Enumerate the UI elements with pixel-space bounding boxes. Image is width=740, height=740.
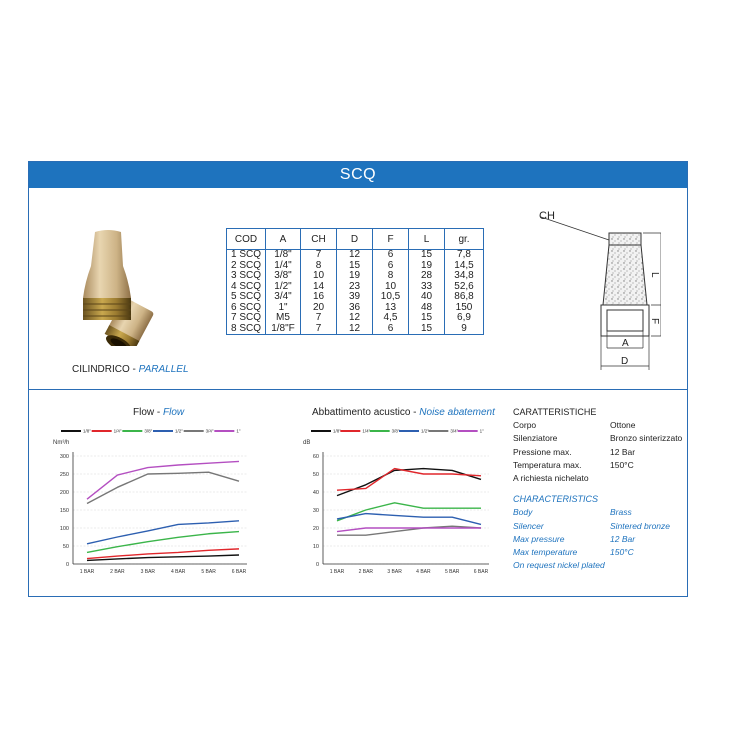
series-line [337,514,481,525]
y-axis-label: dB [303,440,311,446]
table-cell: 12 [337,324,373,335]
series-line [87,472,239,503]
product-caption [72,364,189,375]
legend-label: 1" [479,428,484,434]
table-cell: 1" [266,303,301,314]
table-cell: 15 [337,261,373,272]
legend-label: 1/2" [175,428,183,434]
table-cell: 1 SCQ [227,250,266,261]
series-line [337,469,481,496]
x-tick-label: 4 BAR [416,569,431,575]
spec-value: Brass [610,507,632,518]
spec-value: Bronzo sinterizzato [610,433,683,444]
table-cell: 7 [301,250,337,261]
table-cell: 20 [301,303,337,314]
spec-row [513,472,598,485]
y-tick-label: 0 [65,562,69,568]
table-cell: 19 [409,261,445,272]
legend-label: 1" [236,428,241,434]
col-header-a: A [266,229,301,250]
table-cell: 1/4" [266,261,301,272]
table-row [227,324,484,335]
table-cell: 3/4" [266,292,301,303]
table-cell: 10 [373,282,409,293]
y-tick-label: 250 [59,472,69,478]
caption-translation: PARALLEL [138,364,189,375]
spec-row [513,520,671,533]
table-cell: 7 [301,313,337,324]
col-header-l: L [409,229,445,250]
table-cell: M5 [266,313,301,324]
table-cell: 150 [445,303,484,314]
series-line [87,521,239,544]
table-cell: 9 [445,324,484,335]
table-cell: 1/8" [266,250,301,261]
legend-label: 1/8" [333,428,341,434]
drawing-label-l: L [649,272,660,278]
table-cell: 7,8 [445,250,484,261]
x-tick-label: 6 BAR [231,569,247,575]
table-cell: 8 [373,271,409,282]
spec-key: Max pressure [513,533,565,544]
y-tick-label: 50 [312,472,319,478]
legend-label: 1/4" [113,428,122,434]
table-cell: 2 SCQ [227,261,266,272]
spec-key: Temperatura max. [513,459,582,470]
table-cell: 6,9 [445,313,484,324]
table-cell: 5 SCQ [227,292,266,303]
table-cell: 86,8 [445,292,484,303]
spec-key: Corpo [513,420,537,431]
table-cell: 52,6 [445,282,484,293]
spec-key: Silenziatore [513,433,558,444]
table-cell: 3 SCQ [227,271,266,282]
x-tick-label: 2 BAR [110,569,125,575]
drawing-label-d: D [621,356,629,367]
table-cell: 15 [409,250,445,261]
table-cell: 4 SCQ [227,282,266,293]
table-cell: 10 [301,271,337,282]
legend-label: 1/4" [362,428,371,434]
series-line [87,461,239,499]
characteristics-panel [513,406,683,572]
table-cell: 13 [373,303,409,314]
table-cell: 6 [373,261,409,272]
spec-key: Pressione max. [513,446,572,457]
y-tick-label: 60 [312,454,319,460]
spec-key: On request nickel plated [513,560,605,571]
x-tick-label: 6 BAR [473,569,489,575]
spec-row [513,432,683,445]
series-line [337,503,481,521]
y-tick-label: 0 [315,562,319,568]
table-cell: 19 [337,271,373,282]
col-header-ch: CH [301,229,337,250]
spec-key: A richiesta nichelato [513,472,589,483]
flow-chart-title [133,407,184,418]
table-cell: 28 [409,271,445,282]
characteristics-title: CARATTERISTICHE [513,407,597,417]
table-cell: 16 [301,292,337,303]
table-row [227,250,484,261]
col-header-d: D [337,229,373,250]
table-cell: 4,5 [373,313,409,324]
table-cell: 15 [409,324,445,335]
section-divider [29,389,687,390]
y-tick-label: 100 [59,526,69,532]
y-tick-label: 200 [59,490,69,496]
noise-title-en: Noise abatement [419,407,495,418]
technical-drawing [521,202,661,374]
table-cell: 1/2" [266,282,301,293]
flow-chart [43,422,255,582]
spec-row [513,446,636,459]
legend-label: 3/8" [391,428,400,434]
table-row [227,271,484,282]
legend-label: 3/4" [205,428,214,434]
dimension-table [226,228,484,335]
table-cell: 6 [373,324,409,335]
table-cell: 14,5 [445,261,484,272]
spec-row [513,506,632,519]
spec-row [513,459,634,472]
table-cell: 48 [409,303,445,314]
col-header-f: F [373,229,409,250]
spec-value: Ottone [610,420,636,431]
noise-title-it: Abbattimento acustico - [312,407,420,418]
table-cell: 15 [409,313,445,324]
col-header-gr: gr. [445,229,484,250]
drawing-label-a: A [622,338,629,349]
table-cell: 12 [337,313,373,324]
spec-value: 12 Bar [610,446,636,457]
table-cell: 6 [373,250,409,261]
table-cell: 3/8" [266,271,301,282]
spec-key: Silencer [513,520,544,531]
y-tick-label: 150 [59,508,69,514]
x-tick-label: 5 BAR [201,569,216,575]
table-cell: 39 [337,292,373,303]
table-cell: 7 SCQ [227,313,266,324]
table-cell: 12 [337,250,373,261]
table-cell: 6 SCQ [227,303,266,314]
spec-value: 150°C [610,546,634,557]
spec-row [513,533,636,546]
table-cell: 33 [409,282,445,293]
y-tick-label: 50 [62,544,69,550]
table-cell: 23 [337,282,373,293]
noise-chart [297,422,497,582]
drawing-label-f: F [649,318,660,325]
table-cell: 1/8"F [266,324,301,335]
spec-row [513,546,634,559]
legend-label: 3/8" [144,428,153,434]
y-tick-label: 20 [312,526,319,532]
caption-label: CILINDRICO - [72,364,139,375]
col-header-cod: COD [227,229,266,250]
characteristics-title-en: CHARACTERISTICS [513,494,599,505]
legend-label: 1/2" [421,428,429,434]
table-cell: 14 [301,282,337,293]
x-tick-label: 3 BAR [140,569,156,575]
flow-title-it: Flow - [133,407,163,418]
table-row [227,292,484,303]
table-cell: 36 [337,303,373,314]
x-tick-label: 2 BAR [358,569,374,575]
x-tick-label: 1 BAR [79,569,95,575]
spec-row [513,419,636,432]
spec-value: 150°C [610,459,634,470]
table-cell: 7 [301,324,337,335]
table-cell: 10,5 [373,292,409,303]
spec-value: Sintered bronze [610,520,671,531]
noise-chart-title [312,407,495,418]
table-row [227,313,484,324]
table-header-row [227,229,484,250]
table-cell: 34,8 [445,271,484,282]
product-sheet [28,161,688,597]
flow-title-en: Flow [163,407,185,418]
x-tick-label: 5 BAR [444,569,460,575]
spec-key: Body [513,507,533,518]
drawing-label-ch: CH [539,210,555,222]
y-tick-label: 300 [59,454,69,460]
x-tick-label: 1 BAR [329,569,345,575]
legend-label: 1/8" [83,428,91,434]
x-tick-label: 3 BAR [387,569,402,575]
table-cell: 8 SCQ [227,324,266,335]
y-tick-label: 10 [312,544,319,550]
table-cell: 8 [301,261,337,272]
series-line [87,555,239,560]
page-title: SCQ [29,162,687,188]
y-tick-label: 30 [312,508,319,514]
y-axis-label: Nm³/h [53,440,70,446]
spec-row [513,559,605,572]
product-image [73,226,193,346]
legend-label: 3/4" [450,428,459,434]
y-tick-label: 40 [312,490,319,496]
spec-key: Max temperature [513,546,578,557]
table-cell: 40 [409,292,445,303]
spec-value: 12 Bar [610,533,636,544]
x-tick-label: 4 BAR [170,569,186,575]
